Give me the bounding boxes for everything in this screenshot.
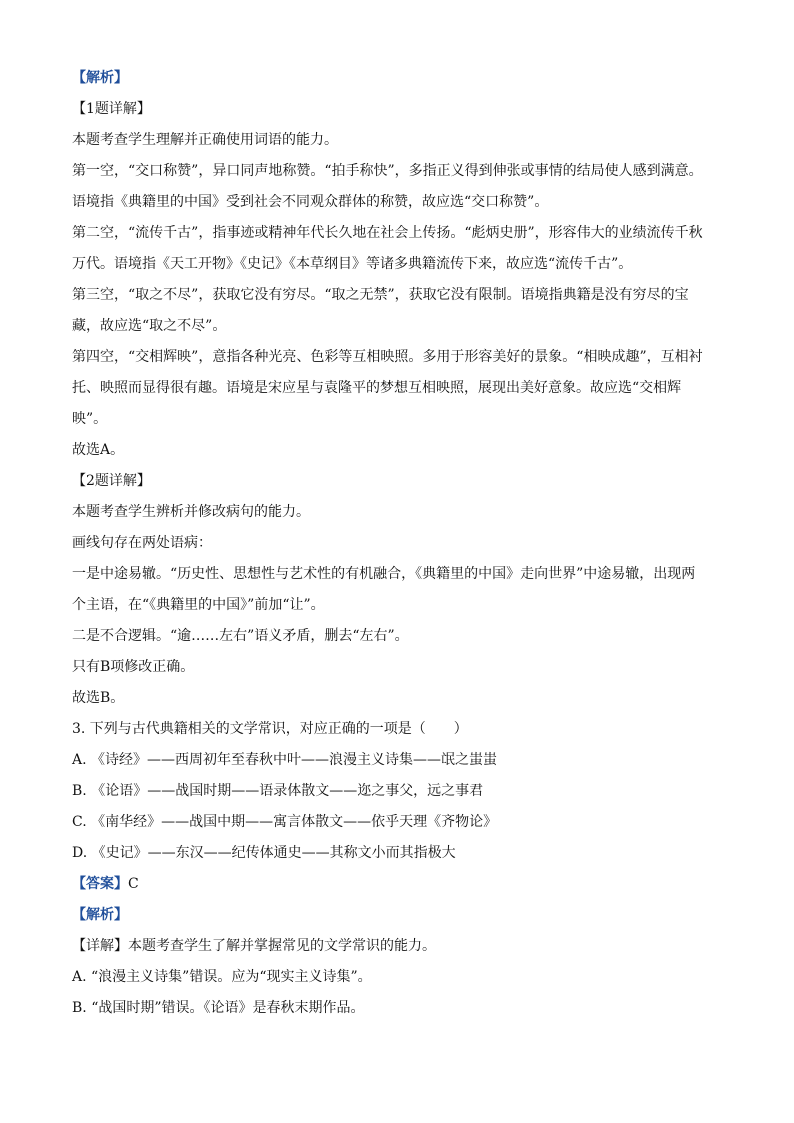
q1-line: 语境指《典籍里的中国》受到社会不同观众群体的称赞，故应选“交口称赞”。	[72, 194, 549, 210]
detail-heading: 【详解】	[72, 938, 128, 954]
detail-line: B. “战国时期”错误。《论语》是春秋末期作品。	[72, 1000, 365, 1016]
q1-line: 第三空，“取之不尽”，获取它没有穷尽。“取之无禁”，获取它没有限制。语境指典籍是没有穷尽的宝	[72, 287, 689, 303]
detail-text: 本题考查学生了解并掌握常见的文学常识的能力。	[128, 938, 436, 954]
q2-line: 一是中途易辙。“历史性、思想性与艺术性的有机融合，《典籍里的中国》走向世界”中途易辙，出现两	[72, 566, 696, 582]
q1-line: 故选A。	[72, 442, 125, 458]
q1-line: 第一空，“交口称赞”，异口同声地称赞。“拍手称快”，多指正义得到伸张或事情的结局使人感到满意。	[72, 163, 703, 179]
detail-line: A. “浪漫主义诗集”错误。应为“现实主义诗集”。	[72, 969, 372, 985]
q1-heading: 【1题详解】	[72, 101, 151, 117]
q1-line: 映”。	[72, 411, 108, 427]
q2-line: 故选B。	[72, 690, 125, 706]
answer-row	[72, 869, 732, 900]
q2-line: 二是不合逻辑。“逾……左右”语义矛盾，删去“左右”。	[72, 628, 409, 644]
q3-stem: 3. 下列与古代典籍相关的文学常识，对应正确的一项是（ ）	[72, 721, 468, 737]
q2-line: 画线句存在两处语病：	[72, 535, 212, 551]
q2-line: 个主语，在“《典籍里的中国》”前加“让”。	[72, 597, 325, 613]
answer-value: C	[128, 876, 139, 892]
document-page	[72, 63, 732, 1024]
analysis-heading-2: 【解析】	[72, 907, 128, 923]
q1-line: 第四空，“交相辉映”，意指各种光亮、色彩等互相映照。多用于形容美好的景象。“相映成趣”，互相衬	[72, 349, 703, 365]
q2-line: 本题考查学生辨析并修改病句的能力。	[72, 504, 310, 520]
q1-line: 第二空，“流传千古”，指事迹或精神年代长久地在社会上传扬。“彪炳史册”，形容伟大的业绩流传千秋	[72, 225, 703, 241]
q1-line: 托、映照而显得很有趣。语境是宋应星与袁隆平的梦想互相映照，展现出美好意象。故应选“交相辉	[72, 380, 682, 396]
answer-heading: 【答案】	[72, 876, 128, 892]
q3-option-d: D. 《史记》——东汉——纪传体通史——其称文小而其指极大	[72, 845, 456, 861]
q2-line: 只有B项修改正确。	[72, 659, 195, 675]
q3-option-a: A. 《诗经》——西周初年至春秋中叶——浪漫主义诗集——氓之蚩蚩	[72, 752, 498, 768]
q1-line: 藏，故应选“取之不尽”。	[72, 318, 227, 334]
analysis-heading: 【解析】	[72, 70, 128, 86]
q3-option-b: B. 《论语》——战国时期——语录体散文——迩之事父，远之事君	[72, 783, 484, 799]
q3-option-c: C. 《南华经》——战国中期——寓言体散文——依乎天理《齐物论》	[72, 814, 498, 830]
detail-row	[72, 931, 732, 962]
q2-heading: 【2题详解】	[72, 473, 151, 489]
q1-line: 万代。语境指《天工开物》《史记》《本草纲目》等诸多典籍流传下来，故应选“流传千古”。	[72, 256, 633, 272]
q1-line: 本题考查学生理解并正确使用词语的能力。	[72, 132, 338, 148]
